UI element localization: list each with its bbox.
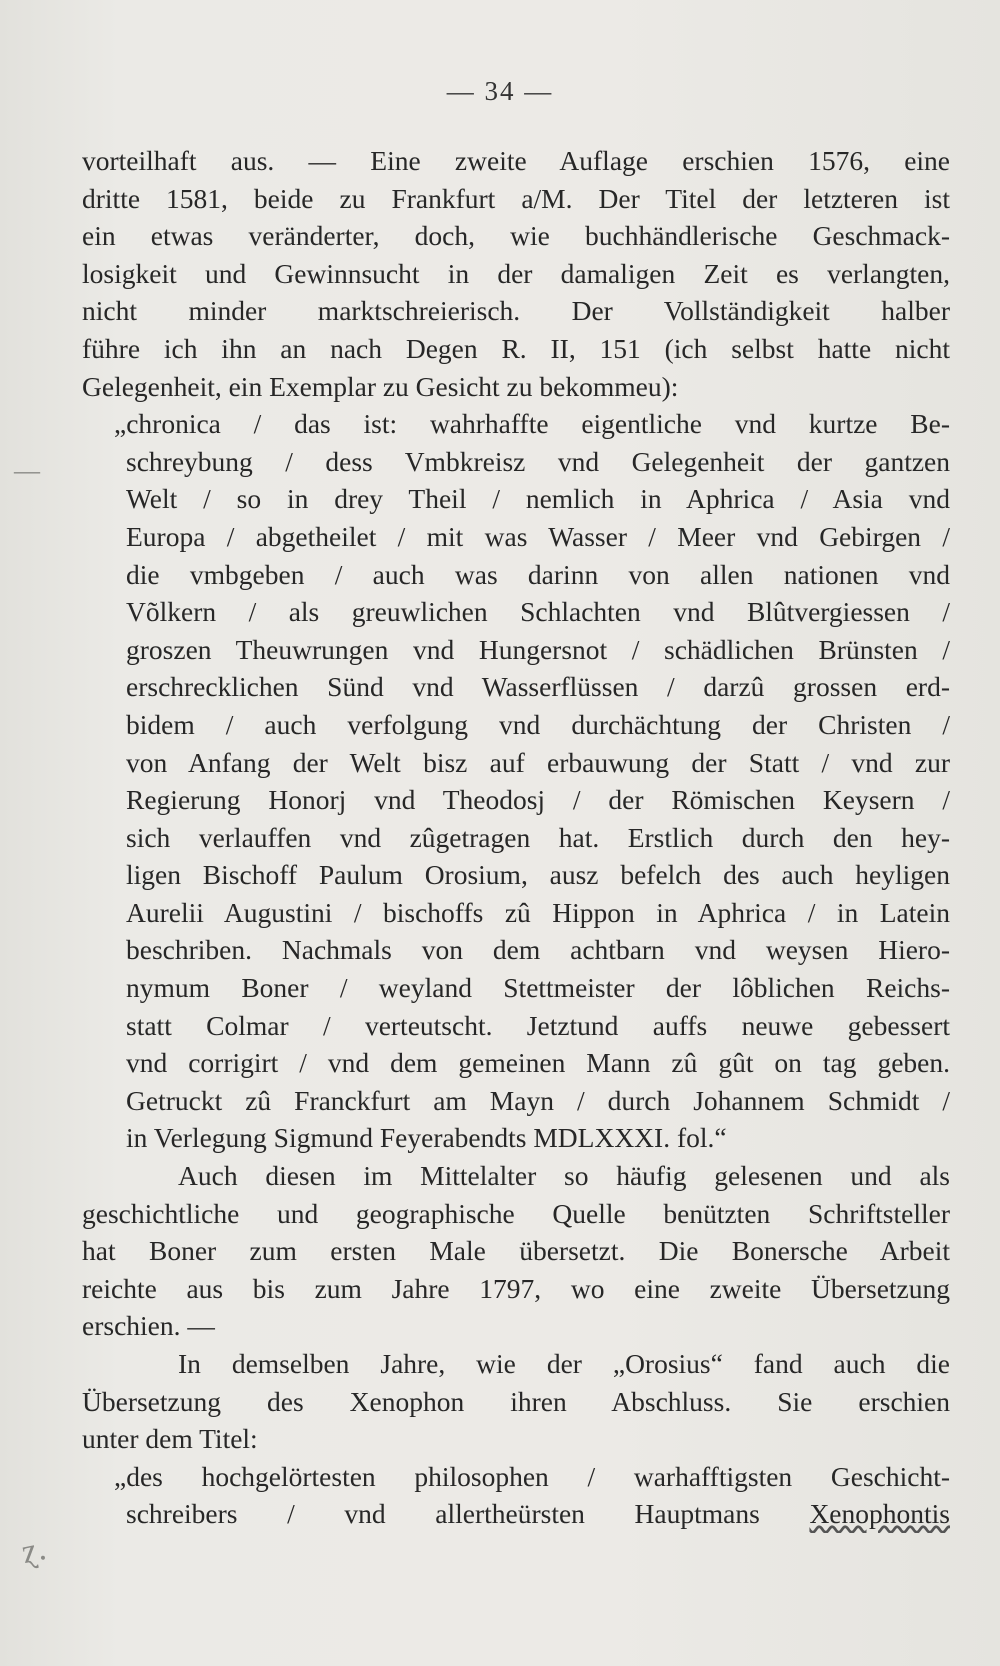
text-line: reichte aus bis zum Jahre 1797, wo eine zweite Übersetzung [82,1272,950,1304]
text-line: nicht minder marktschreierisch. Der Vollständigkeit halber [82,295,950,327]
text-line: geschichtliche und geographische Quelle benützten Schriftsteller [82,1197,950,1229]
text-line: „des hochgelörtesten philosophen / warhafftigsten Geschicht- [114,1460,950,1492]
text-line: von Anfang der Welt bisz auf erbauwung der Statt / vnd zur [126,746,950,778]
margin-dash-mark: — [14,456,40,485]
text-line: Võlkern / als greuwlichen Schlachten vnd Blûtvergiessen / [126,596,950,628]
text-line: „chronica / das ist: wahrhaffte eigentliche vnd kurtze Be- [114,408,950,440]
text-line: nymum Boner / weyland Stettmeister der lôblichen Reichs- [126,972,950,1004]
text-line: ein etwas veränderter, doch, wie buchhändlerische Geschmack- [82,220,950,252]
text-line: erschien. — [82,1310,215,1342]
text-line: losigkeit und Gewinnsucht in der damaligen Zeit es verlangten, [82,257,950,289]
text-line: vnd corrigirt / vnd dem gemeinen Mann zû gût on tag geben. [126,1047,950,1079]
text-line: Auch diesen im Mittelalter so häufig gelesenen und als [178,1160,950,1192]
text-line: in Verlegung Sigmund Feyerabendts MDLXXXI. fol.“ [126,1122,727,1154]
text-line: Übersetzung des Xenophon ihren Abschluss. Sie erschien [82,1385,950,1417]
text-line: erschrecklichen Sünd vnd Wasserflüssen / darzû grossen erd- [126,671,950,703]
text-line: führe ich ihn an nach Degen R. II, 151 (ich selbst hatte nicht [82,332,950,364]
text-line: unter dem Titel: [82,1423,258,1455]
text-line: beschriben. Nachmals von dem achtbarn vnd weysen Hiero- [126,934,950,966]
text-line: sich verlauffen vnd zûgetragen hat. Erstlich durch den hey- [126,821,950,853]
text-line: Aurelii Augustini / bischoffs zû Hippon in Aphrica / in Latein [126,896,950,928]
text-line: In demselben Jahre, wie der „Orosius“ fand auch die [178,1348,950,1379]
last-line-text: schreibers / vnd allertheürsten Hauptmans [126,1498,810,1530]
text-line: Welt / so in drey Theil / nemlich in Aphrica / Asia vnd [126,483,950,515]
text-line: vorteilhaft aus. — Eine zweite Auflage erschien 1576, eine [82,145,950,176]
text-line: statt Colmar / verteutscht. Jetztund auffs neuwe gebessert [126,1009,950,1041]
text-line: dritte 1581, beide zu Frankfurt a/M. Der Titel der letzteren ist [82,182,950,214]
text-line: Getruckt zû Franckfurt am Mayn / durch Johannem Schmidt / [126,1084,950,1116]
margin-scribble-mark: ɀ. [18,1529,50,1572]
text-line: Europa / abgetheilet / mit was Wasser / Meer vnd Gebirgen / [126,520,950,552]
text-line: die vmbgeben / auch was darinn von allen nationen vnd [126,558,950,590]
body-text [82,142,950,1533]
text-line: Gelegenheit, ein Exemplar zu Gesicht zu bekommeu): [82,370,679,402]
text-line: hat Boner zum ersten Male übersetzt. Die Bonersche Arbeit [82,1235,950,1267]
text-line: bidem / auch verfolgung vnd durchächtung der Christen / [126,708,950,740]
text-line: ligen Bischoff Paulum Orosium, ausz befelch des auch heyligen [126,859,950,891]
text-line: schreybung / dess Vmbkreisz vnd Gelegenheit der gantzen [126,445,950,477]
text-line: groszen Theuwrungen vnd Hungersnot / schädlichen Brünsten / [126,633,950,665]
text-line: Regierung Honorj vnd Theodosj / der Römischen Keysern / [126,784,950,816]
page-number: — 34 — [446,76,554,106]
text-line-last [82,1495,950,1533]
underlined-word: Xenophontis [809,1498,950,1530]
